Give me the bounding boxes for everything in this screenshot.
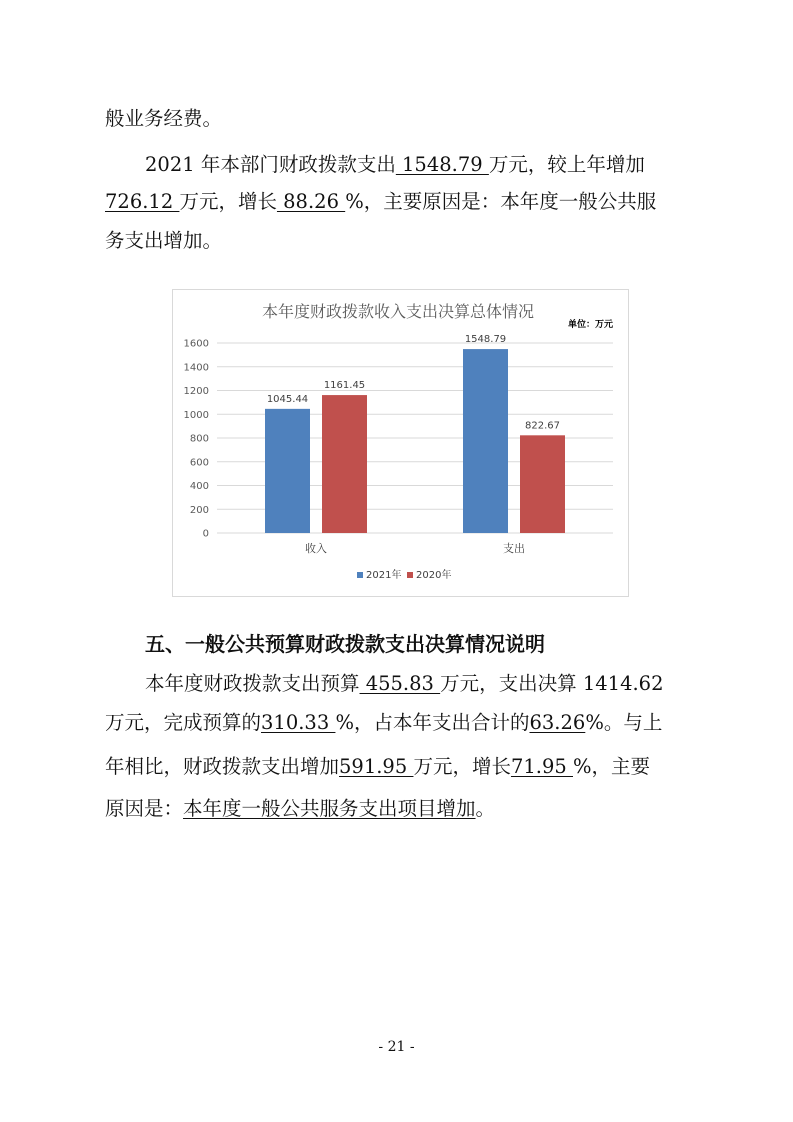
text: 万元，支出决算 1414.62: [440, 672, 664, 695]
bar: [265, 409, 310, 533]
section-5-line-2: [105, 711, 695, 735]
share-percent: 63.26: [529, 711, 586, 734]
chart-unit-label: 单位：万元: [567, 320, 613, 330]
paragraph-1-line-3: [105, 190, 695, 214]
text: 。: [475, 797, 496, 820]
growth-percent: 71.95: [510, 755, 573, 778]
text: 万元，较上年增加: [488, 153, 645, 176]
y-tick-label: 1000: [183, 409, 209, 421]
increase-amount: 726.12: [105, 190, 180, 213]
paragraph-1-line-4: [105, 229, 695, 253]
text: %。与上: [585, 711, 663, 734]
data-label: 1161.45: [323, 380, 366, 392]
text: 般业务经费。: [105, 107, 223, 130]
text: 原因是：: [105, 797, 184, 820]
bar: [463, 349, 508, 533]
data-label: 822.67: [525, 420, 560, 432]
text: %，主要: [573, 755, 651, 778]
bar: [322, 395, 367, 533]
bar-chart: [173, 290, 630, 598]
section-5-line-3: [105, 755, 695, 779]
y-tick-label: 600: [189, 457, 209, 469]
expenditure-amount: 1548.79: [395, 153, 489, 176]
bar: [520, 435, 565, 533]
legend-entry: 2020年: [416, 570, 452, 581]
text: 万元，完成预算的: [105, 711, 262, 734]
text: 务支出增加。: [105, 229, 223, 252]
completion-percent: 310.33: [261, 711, 336, 734]
y-tick-label: 200: [189, 504, 209, 516]
paragraph-1-line-1: [105, 107, 695, 131]
increase-amount: 591.95: [339, 755, 414, 778]
paragraph-1-line-2: [145, 153, 695, 177]
section-5-line-4: [105, 797, 695, 821]
section-5-line-1: [145, 672, 695, 696]
chart-title: 本年度财政拨款收入支出决算总体情况: [261, 302, 535, 321]
section-5-heading: 五、一般公共预算财政拨款支出决算情况说明: [145, 632, 545, 656]
text: %，占本年支出合计的: [335, 711, 530, 734]
text: 万元，增长: [413, 755, 511, 778]
y-tick-label: 1600: [183, 338, 209, 350]
x-category-label: 收入: [305, 542, 327, 555]
text: 本年度财政拨款支出预算: [145, 672, 360, 695]
y-tick-label: 1200: [183, 386, 209, 397]
x-category-label: 支出: [503, 542, 525, 555]
y-tick-label: 1400: [183, 362, 209, 374]
data-label: 1548.79: [464, 334, 507, 346]
page-number: - 21 -: [378, 1039, 415, 1055]
text: %，主要原因是：本年度一般公共服: [345, 190, 657, 213]
chart-container: [172, 289, 629, 597]
budget-amount: 455.83: [359, 672, 441, 695]
data-label: 1045.44: [266, 393, 309, 405]
legend-entry: 2021年: [366, 570, 402, 581]
y-tick-label: 400: [189, 481, 209, 492]
legend-swatch: [357, 572, 363, 578]
reason-text: 本年度一般公共服务支出项目增加: [183, 797, 476, 820]
growth-percent: 88.26: [276, 190, 346, 213]
y-tick-label: 800: [189, 433, 209, 445]
legend-swatch: [407, 572, 413, 578]
text: 年相比，财政拨款支出增加: [105, 755, 340, 778]
y-tick-label: 0: [202, 528, 209, 540]
text: 万元，增长: [179, 190, 277, 213]
text: 2021 年本部门财政拨款支出: [145, 153, 396, 176]
